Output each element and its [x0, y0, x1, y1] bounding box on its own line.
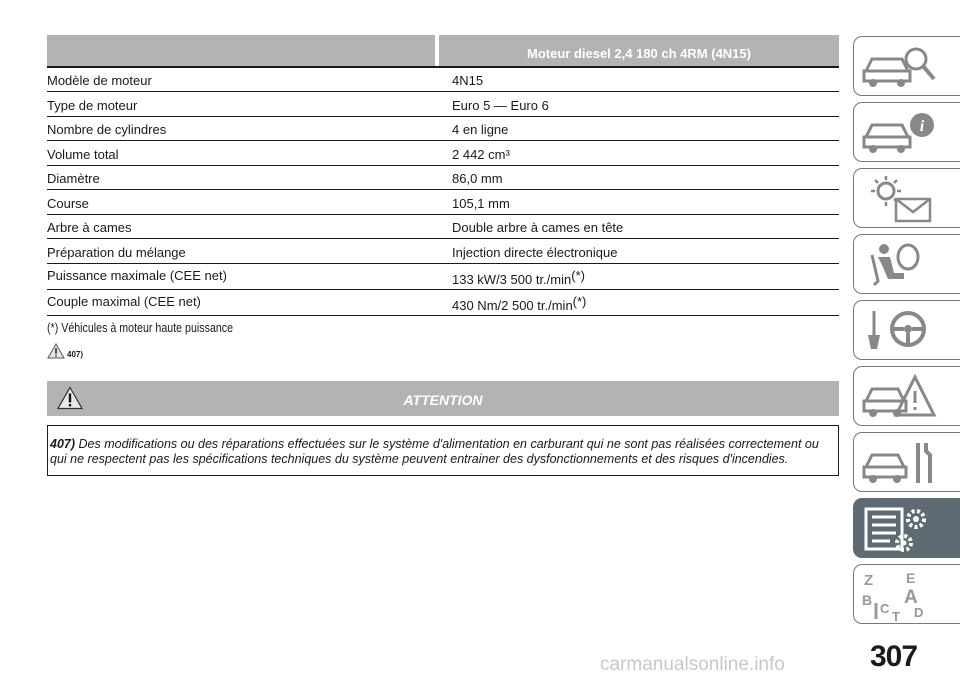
row-label-bore: Diamètre: [47, 171, 100, 186]
tab-alphabetical-index[interactable]: [853, 564, 960, 624]
svg-text:T: T: [892, 609, 900, 621]
row-value-max-torque: [452, 294, 587, 313]
row-value-cylinders: 4 en ligne: [452, 122, 509, 137]
tab-car-search[interactable]: [853, 36, 960, 96]
svg-text:Z: Z: [864, 572, 874, 589]
car-info-icon: [860, 107, 940, 159]
row-divider: [47, 116, 839, 117]
row-value-fuel-system: Injection directe électronique: [452, 245, 618, 260]
row-value-engine-type: Euro 5 — Euro 6: [452, 98, 549, 113]
svg-text:D: D: [914, 605, 924, 620]
row-divider: [47, 189, 839, 190]
attention-text-block: [50, 437, 835, 467]
row-divider: [47, 238, 839, 239]
max-power-value-text: 133 kW/3 500 tr./min: [452, 272, 572, 287]
row-label-fuel-system: Préparation du mélange: [47, 245, 186, 260]
svg-text:B: B: [862, 592, 873, 608]
max-torque-value-text: 430 Nm/2 500 tr./min: [452, 298, 573, 313]
row-value-displacement: 2 442 cm³: [452, 147, 510, 162]
row-value-max-power: [452, 268, 585, 287]
row-value-bore: 86,0 mm: [452, 171, 503, 186]
row-value-engine-model: 4N15: [452, 73, 484, 88]
row-label-camshaft: Arbre à cames: [47, 220, 132, 235]
attention-text: Des modifications ou des réparations effectuées sur le système d'alimentation en carburant qui ne sont pas réalisées correctement ou qui ne respectent pas les spécifications techniques du système peuvent entrainer des dysfonctionnements et des risques d'incendies.: [50, 437, 819, 466]
row-value-camshaft: Double arbre à cames en tête: [452, 220, 624, 235]
watermark-text: carmanualsonline.info: [600, 654, 785, 675]
row-label-max-torque: Couple maximal (CEE net): [47, 294, 201, 309]
table-header-blank-cell: [47, 35, 435, 66]
table-header-title: Moteur diesel 2,4 180 ch 4RM (4N15): [439, 35, 839, 66]
footnote-marker: (*): [571, 268, 585, 283]
svg-text:E: E: [906, 570, 916, 586]
attention-body: [47, 425, 839, 476]
warning-reference: 407): [67, 350, 84, 359]
tab-key-steering-wheel[interactable]: [853, 300, 960, 360]
tab-technical-data[interactable]: [853, 498, 960, 558]
row-label-stroke: Course: [47, 196, 89, 211]
car-emergency-icon: [860, 371, 940, 423]
row-label-engine-type: Type de moteur: [47, 98, 138, 113]
row-divider: [47, 91, 839, 92]
technical-data-icon: [860, 503, 940, 555]
tab-airbag-seat[interactable]: [853, 234, 960, 294]
tab-car-emergency[interactable]: [853, 366, 960, 426]
tab-car-info[interactable]: [853, 102, 960, 162]
car-maintenance-icon: [860, 437, 940, 489]
row-label-cylinders: Nombre de cylindres: [47, 122, 167, 137]
svg-text:C: C: [880, 601, 890, 616]
attention-ref: 407): [50, 437, 76, 451]
svg-text:i: i: [919, 118, 925, 135]
car-search-icon: [860, 41, 940, 93]
footnote-marker: (*): [572, 294, 587, 309]
row-divider: [47, 214, 839, 215]
row-divider: [47, 165, 839, 166]
svg-text:A: A: [904, 587, 918, 608]
warning-lights-icon: [860, 173, 940, 225]
table-header: [47, 35, 839, 66]
attention-header: [47, 381, 839, 416]
alphabetical-index-icon: [860, 569, 940, 621]
row-label-max-power: Puissance maximale (CEE net): [47, 268, 227, 283]
tab-warning-lights[interactable]: [853, 168, 960, 228]
table-footnote: (*) Véhicules à moteur haute puissance: [47, 320, 234, 335]
tab-car-maintenance[interactable]: [853, 432, 960, 492]
key-steering-wheel-icon: [860, 305, 940, 357]
row-divider: [47, 140, 839, 141]
row-label-engine-model: Modèle de moteur: [47, 73, 152, 88]
warning-triangle-icon: [47, 343, 65, 359]
row-divider: [47, 263, 839, 264]
airbag-seat-icon: [860, 239, 940, 291]
row-label-displacement: Volume total: [47, 147, 119, 162]
row-value-stroke: 105,1 mm: [452, 196, 510, 211]
row-divider: [47, 289, 839, 290]
row-divider: [47, 315, 839, 316]
attention-title: ATTENTION: [403, 392, 483, 408]
page-number: 307: [870, 640, 918, 673]
table-header-rule: [47, 66, 839, 68]
